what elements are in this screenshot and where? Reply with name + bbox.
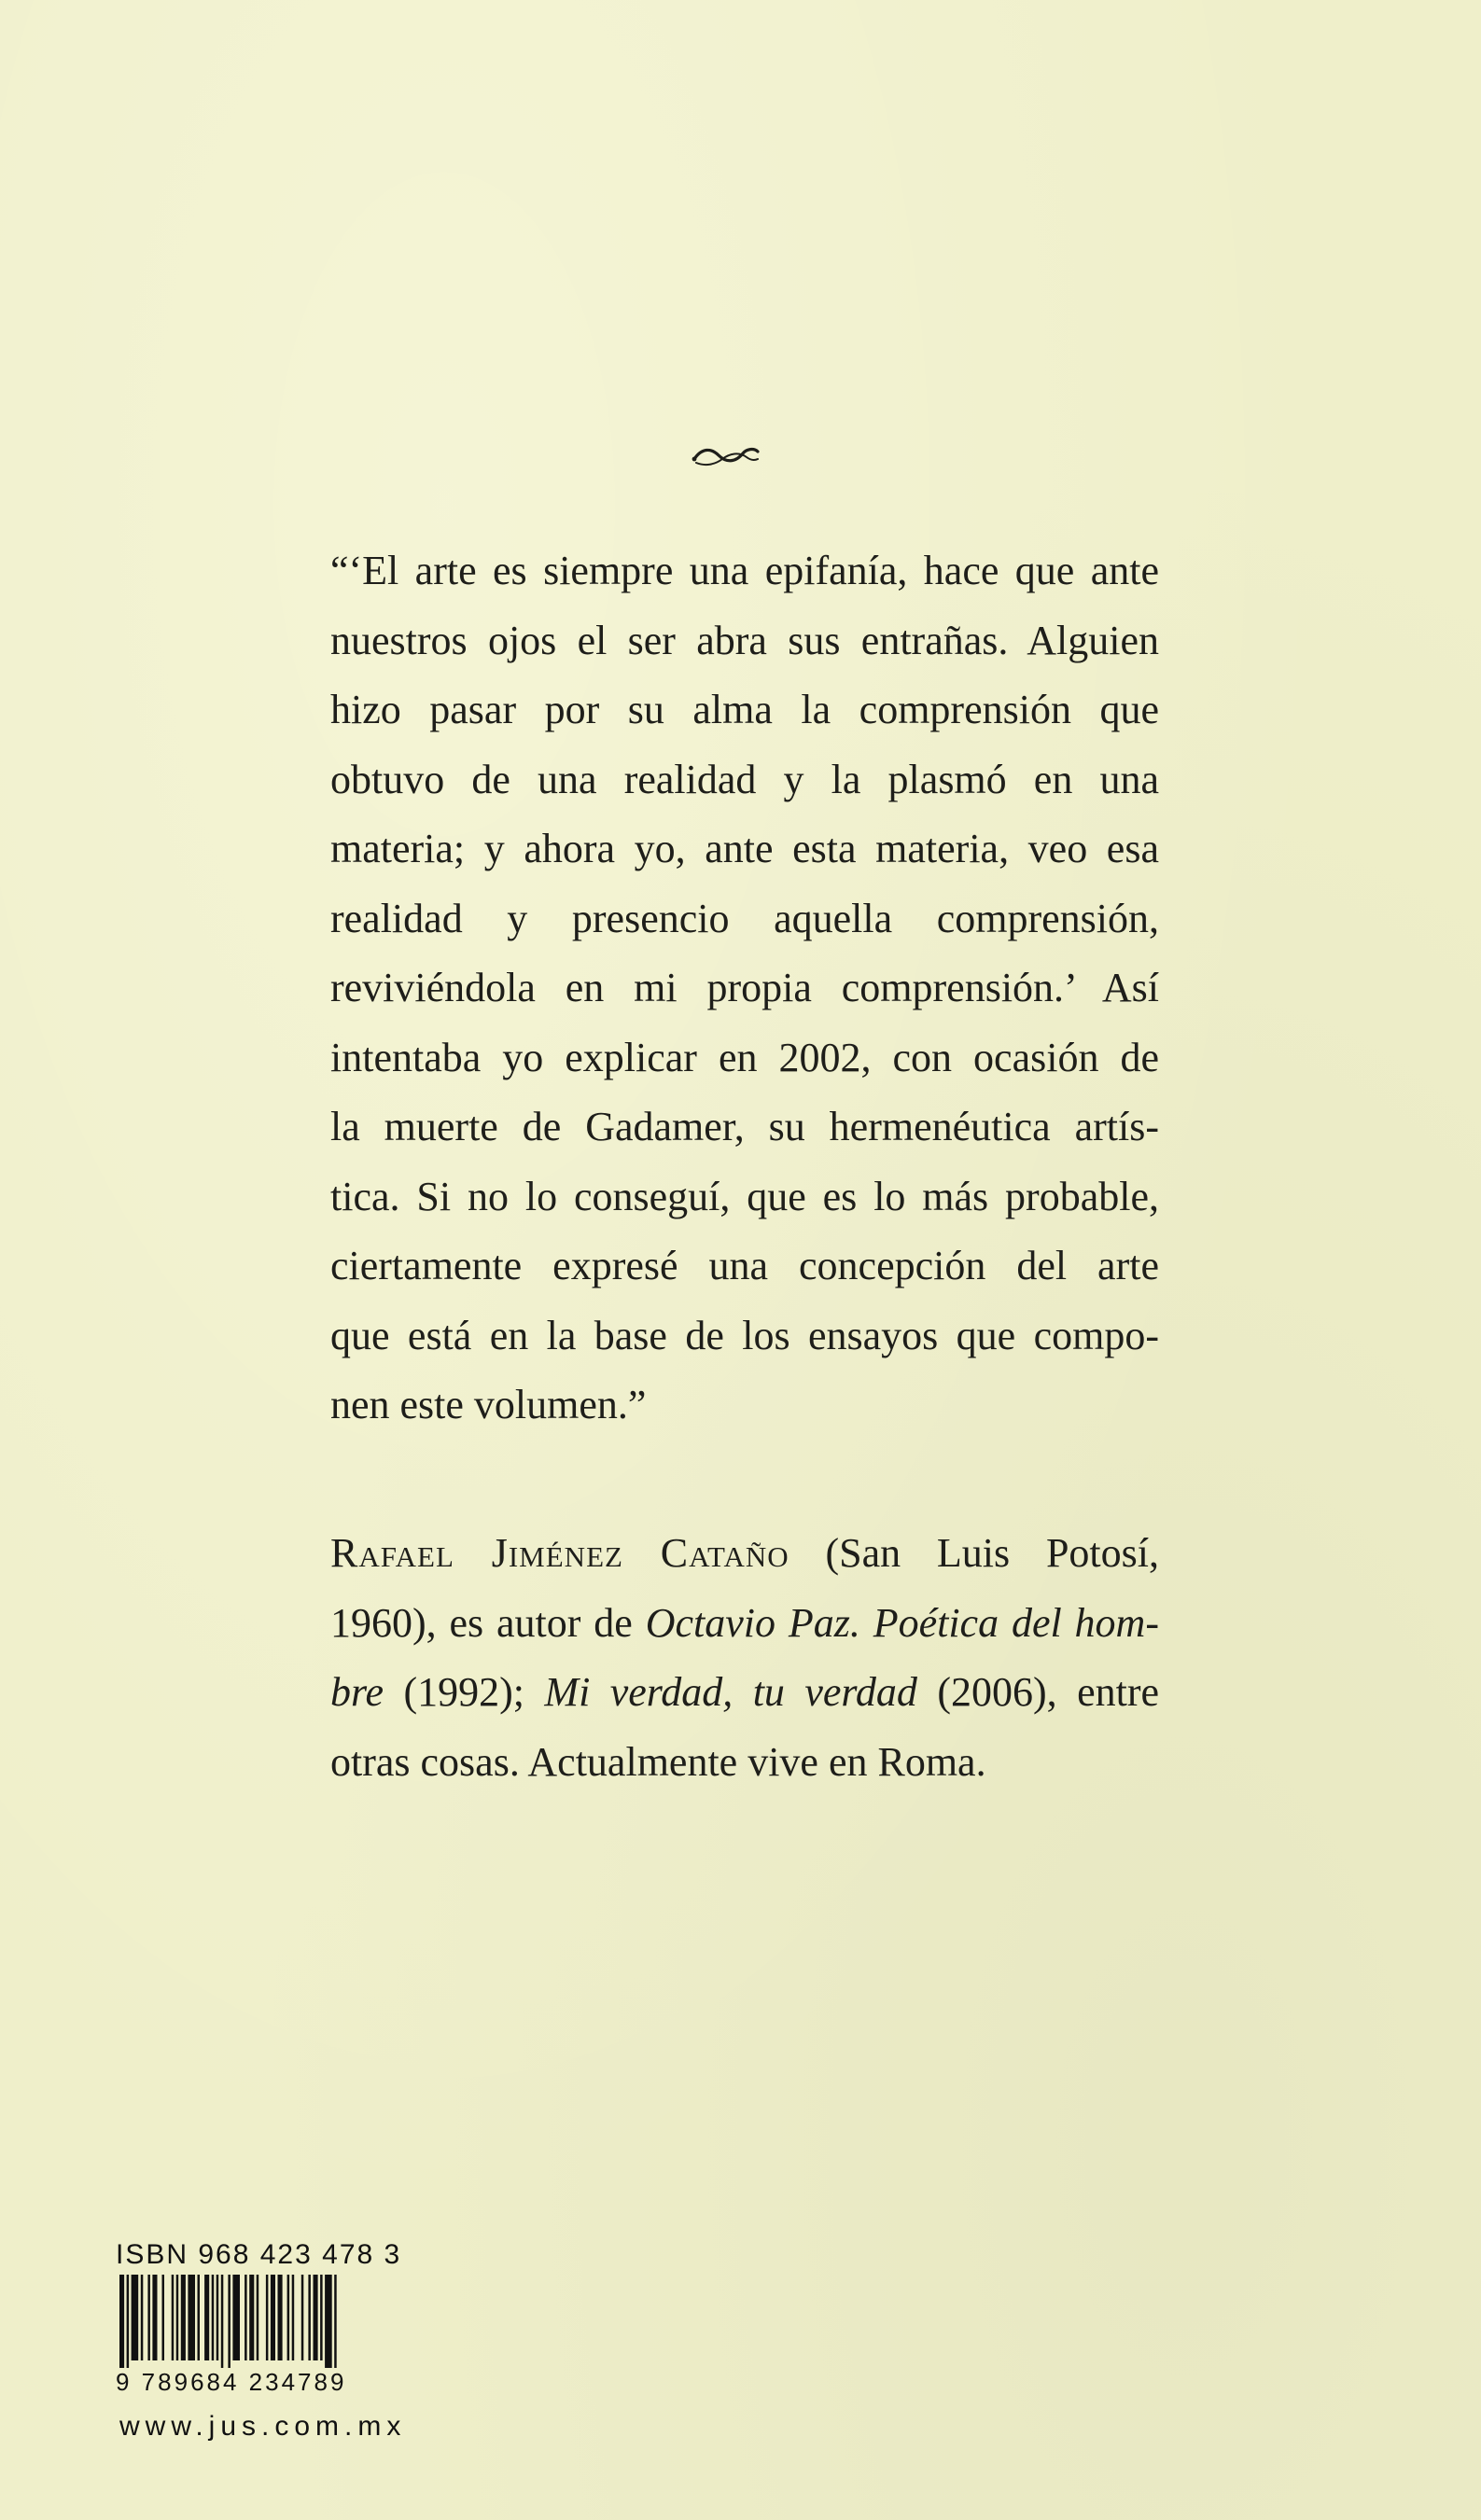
bio-text: (1992); [384, 1669, 545, 1715]
bio-text: (San Luis Potosí, [789, 1530, 1160, 1576]
bio-text: (2006), entre [916, 1669, 1159, 1715]
author-name: Rafael Jiménez Cataño [330, 1530, 789, 1576]
barcode-bar [172, 2275, 175, 2360]
barcode-image [116, 2275, 433, 2368]
barcode-bar [147, 2275, 150, 2360]
quote-line: tica. Si no lo conseguí, que es lo más probable, [330, 1173, 1159, 1219]
barcode-bar [257, 2275, 259, 2360]
barcode-bar [132, 2275, 139, 2360]
swirl-ornament-icon [689, 439, 763, 472]
quote-line: nen este volumen.” [330, 1382, 647, 1427]
bio-line [330, 1589, 1159, 1659]
barcode-bar [228, 2275, 231, 2368]
barcode-bar [334, 2275, 337, 2368]
barcode-bar [127, 2275, 130, 2368]
barcode-bar [266, 2275, 269, 2360]
author-bio [330, 1519, 1159, 1797]
barcode-bar [141, 2275, 144, 2360]
barcode-bar [176, 2275, 179, 2360]
quote-line: ciertamente expresé una concepción del arte [330, 1243, 1159, 1288]
quote-line: la muerte de Gadamer, su hermenéutica artís- [330, 1104, 1159, 1149]
barcode-bar [301, 2275, 304, 2360]
barcode-bar [314, 2275, 318, 2360]
barcode-bar [245, 2275, 247, 2360]
barcode-bar [325, 2275, 332, 2368]
barcode-bar [152, 2275, 157, 2360]
book-title: Mi verdad, tu verdad [544, 1669, 917, 1715]
bio-line [330, 1658, 1159, 1728]
barcode-bar [271, 2275, 275, 2360]
quote-line: reviviéndola en mi propia comprensión.’ Así [330, 965, 1159, 1010]
barcode-bar [221, 2275, 224, 2368]
bio-line: otras cosas. Actualmente vive en Roma. [330, 1738, 986, 1785]
barcode-bar [287, 2275, 290, 2360]
barcode-bar [181, 2275, 186, 2360]
barcode-digits: 9 789684 234789 [116, 2368, 347, 2396]
barcode-bar [232, 2275, 240, 2360]
book-title: Octavio Paz. Poética del hom- [645, 1599, 1159, 1646]
barcode-bar [198, 2275, 201, 2360]
barcode-bar [188, 2275, 195, 2360]
isbn-barcode-block [116, 2239, 452, 2454]
bio-text: 1960), es autor de [330, 1599, 646, 1646]
barcode-bar [212, 2275, 215, 2360]
quote-line: obtuvo de una realidad y la plasmó en una [330, 756, 1159, 802]
barcode-bar [249, 2275, 254, 2360]
barcode-bar [204, 2275, 209, 2360]
quote-line: nuestros ojos el ser abra sus entrañas. Alguien [330, 617, 1159, 663]
barcode-bar [308, 2275, 311, 2360]
barcode-bar [217, 2275, 219, 2360]
barcode-bar [119, 2275, 124, 2368]
quote-line: realidad y presencio aquella comprensión, [330, 895, 1159, 941]
publisher-website: www.jus.com.mx [119, 2411, 407, 2442]
barcode-bar [292, 2275, 295, 2360]
book-title: bre [330, 1669, 384, 1715]
barcode-bar [320, 2275, 323, 2360]
quote-line: materia; y ahora yo, ante esta materia, veo esa [330, 826, 1159, 871]
isbn-label: ISBN 968 423 478 3 [116, 2239, 402, 2270]
barcode-bar [278, 2275, 283, 2360]
bio-line [330, 1519, 1159, 1589]
quote-line: que está en la base de los ensayos que compo- [330, 1312, 1159, 1358]
quote-line: “‘El arte es siempre una epifanía, hace que ante [330, 548, 1159, 593]
quote-line: hizo pasar por su alma la comprensión que [330, 687, 1159, 732]
quote-paragraph [330, 536, 1159, 1441]
barcode-bar [162, 2275, 165, 2360]
quote-line: intentaba yo explicar en 2002, con ocasión de [330, 1034, 1159, 1080]
